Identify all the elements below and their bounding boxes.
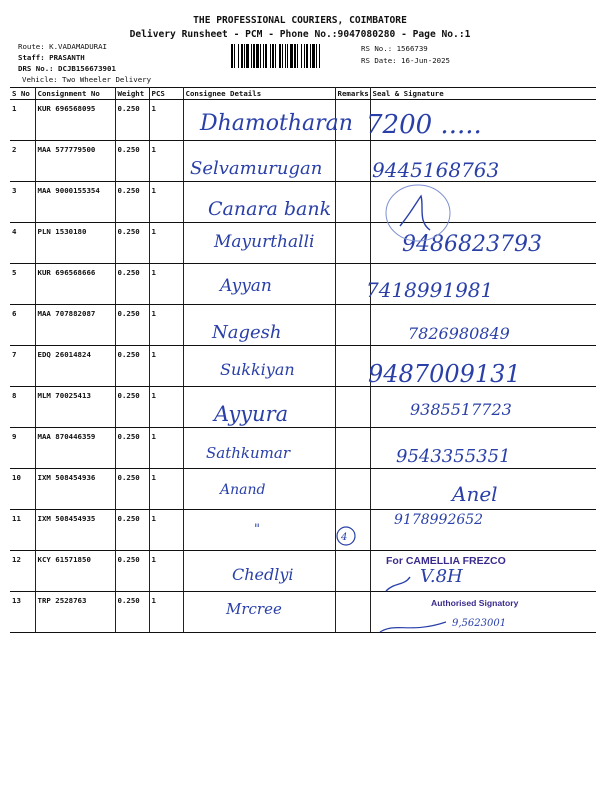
signature-cell bbox=[370, 182, 596, 223]
pcs-cell: 1 bbox=[149, 469, 183, 510]
remarks-cell bbox=[335, 264, 370, 305]
weight-cell: 0.250 bbox=[115, 428, 149, 469]
barcode-bar bbox=[272, 44, 274, 68]
stamp-company: For CAMELLIA FREZCO bbox=[386, 555, 506, 567]
svg-text:4: 4 bbox=[341, 532, 348, 543]
barcode-bar bbox=[290, 44, 293, 68]
consignee-cell bbox=[183, 100, 335, 141]
table-row bbox=[10, 346, 596, 387]
table-row bbox=[10, 100, 596, 141]
consignee-name: Anand bbox=[220, 482, 266, 498]
table-row bbox=[10, 141, 596, 182]
remarks-cell bbox=[335, 592, 370, 633]
consignment-no-cell: MAA 577779500 bbox=[35, 141, 115, 182]
consignee-name: Ayyan bbox=[220, 276, 272, 296]
remarks-cell bbox=[335, 387, 370, 428]
consignee-cell bbox=[183, 346, 335, 387]
column-header: Weight bbox=[115, 88, 149, 100]
pcs-cell: 1 bbox=[149, 387, 183, 428]
barcode-bar bbox=[310, 44, 311, 68]
column-header: Consignment No bbox=[35, 88, 115, 100]
barcode-bar bbox=[304, 44, 305, 68]
barcode-bar bbox=[297, 44, 298, 68]
signature-text: 7200 ..... bbox=[366, 110, 482, 140]
rs-number: RS No.: 1566739 bbox=[361, 44, 428, 53]
consignee-cell bbox=[183, 592, 335, 633]
signature-text: 9385517723 bbox=[410, 400, 512, 419]
consignment-no-cell: MAA 870446359 bbox=[35, 428, 115, 469]
column-header: Consignee Details bbox=[183, 88, 335, 100]
rs-date: RS Date: 16-Jun-2025 bbox=[361, 56, 450, 65]
pcs-cell: 1 bbox=[149, 592, 183, 633]
barcode-bar bbox=[270, 44, 271, 68]
weight-cell: 0.250 bbox=[115, 387, 149, 428]
barcode-bar bbox=[256, 44, 259, 68]
remarks-cell bbox=[335, 346, 370, 387]
consignment-no-cell: PLN 1530180 bbox=[35, 223, 115, 264]
stamp-signatory: Authorised Signatory bbox=[431, 598, 519, 608]
weight-cell: 0.250 bbox=[115, 223, 149, 264]
pcs-cell: 1 bbox=[149, 264, 183, 305]
pcs-cell: 1 bbox=[149, 551, 183, 592]
column-header: Seal & Signature bbox=[370, 88, 596, 100]
barcode-bar bbox=[306, 44, 308, 68]
remarks-cell bbox=[335, 223, 370, 264]
barcode-bar bbox=[282, 44, 283, 68]
column-header: Remarks bbox=[335, 88, 370, 100]
consignee-cell bbox=[183, 223, 335, 264]
table-row bbox=[10, 305, 596, 346]
barcode-bar bbox=[246, 44, 249, 68]
signature-cell bbox=[370, 223, 596, 264]
consignee-cell bbox=[183, 305, 335, 346]
sno-cell: 6 bbox=[10, 305, 35, 346]
signature-cell bbox=[370, 100, 596, 141]
barcode-bar bbox=[251, 44, 252, 68]
pcs-cell: 1 bbox=[149, 141, 183, 182]
consignment-no-cell: MAA 9000155354 bbox=[35, 182, 115, 223]
consignee-name: Ayyura bbox=[214, 402, 289, 426]
remarks-cell bbox=[335, 141, 370, 182]
sno-cell: 1 bbox=[10, 100, 35, 141]
consignment-no-cell: MAA 707882087 bbox=[35, 305, 115, 346]
signature-cell bbox=[370, 469, 596, 510]
route-label: Route: K.VADAMADURAI bbox=[18, 42, 107, 51]
barcode-bar bbox=[287, 44, 288, 68]
consignee-cell bbox=[183, 141, 335, 182]
signature-text: 9486823793 bbox=[402, 232, 542, 257]
weight-cell: 0.250 bbox=[115, 469, 149, 510]
barcode-bar bbox=[238, 44, 239, 68]
signature-text: 9445168763 bbox=[372, 158, 500, 182]
consignment-no-cell: KUR 696568666 bbox=[35, 264, 115, 305]
signature-text: V.8H bbox=[420, 566, 463, 587]
weight-cell: 0.250 bbox=[115, 305, 149, 346]
barcode-bar bbox=[234, 44, 235, 68]
sno-cell: 2 bbox=[10, 141, 35, 182]
table-header-row bbox=[10, 88, 596, 100]
consignee-name: Mrcree bbox=[226, 600, 282, 618]
consignment-no-cell: EDQ 26014824 bbox=[35, 346, 115, 387]
sno-cell: 8 bbox=[10, 387, 35, 428]
consignment-no-cell: TRP 2528763 bbox=[35, 592, 115, 633]
sno-cell: 4 bbox=[10, 223, 35, 264]
pcs-cell: 1 bbox=[149, 428, 183, 469]
signature-cell bbox=[370, 510, 596, 551]
barcode-bar bbox=[294, 44, 296, 68]
signature-cell bbox=[370, 305, 596, 346]
remarks-cell bbox=[335, 428, 370, 469]
remarks-cell bbox=[335, 182, 370, 223]
consignee-name: " bbox=[254, 522, 260, 537]
signature-text: 9487009131 bbox=[368, 360, 521, 388]
remarks-cell bbox=[335, 100, 370, 141]
table-row bbox=[10, 428, 596, 469]
sno-cell: 3 bbox=[10, 182, 35, 223]
pcs-cell: 1 bbox=[149, 305, 183, 346]
weight-cell: 0.250 bbox=[115, 182, 149, 223]
consignee-name: Nagesh bbox=[212, 322, 282, 343]
table-row bbox=[10, 551, 596, 592]
signature-text: 9178992652 bbox=[394, 512, 484, 528]
staff-label: Staff: PRASANTH bbox=[18, 53, 85, 62]
runsheet-subtitle: Delivery Runsheet - PCM - Phone No.:9047080280 - Page No.:1 bbox=[129, 29, 471, 40]
weight-cell: 0.250 bbox=[115, 141, 149, 182]
table-row bbox=[10, 182, 596, 223]
signature-text: 9543355351 bbox=[396, 446, 511, 467]
runsheet-title: THE PROFESSIONAL COURIERS, COIMBATORE bbox=[193, 15, 407, 26]
weight-cell: 0.250 bbox=[115, 346, 149, 387]
table-row bbox=[10, 387, 596, 428]
signature-text: 7418991981 bbox=[366, 278, 494, 302]
pcs-cell: 1 bbox=[149, 510, 183, 551]
pcs-cell: 1 bbox=[149, 100, 183, 141]
table-row bbox=[10, 264, 596, 305]
barcode-bar bbox=[260, 44, 261, 68]
signature-text: 9,5623001 bbox=[452, 618, 507, 629]
pcs-cell: 1 bbox=[149, 182, 183, 223]
sno-cell: 13 bbox=[10, 592, 35, 633]
consignee-name: Dhamotharan bbox=[200, 111, 353, 136]
weight-cell: 0.250 bbox=[115, 551, 149, 592]
column-header: S No bbox=[10, 88, 35, 100]
consignment-no-cell: IXM 508454935 bbox=[35, 510, 115, 551]
barcode-bar bbox=[263, 44, 264, 68]
barcode-bar bbox=[285, 44, 286, 68]
consignee-cell bbox=[183, 551, 335, 592]
consignee-name: Sathkumar bbox=[206, 444, 290, 462]
barcode-bar bbox=[253, 44, 255, 68]
remarks-cell bbox=[335, 510, 370, 551]
barcode-bar bbox=[279, 44, 281, 68]
barcode-bar bbox=[244, 44, 245, 68]
signature-cell bbox=[370, 346, 596, 387]
consignee-cell bbox=[183, 428, 335, 469]
signature-cell bbox=[370, 387, 596, 428]
barcode-bar bbox=[319, 44, 320, 68]
table-row bbox=[10, 510, 596, 551]
consignment-no-cell: KCY 61571850 bbox=[35, 551, 115, 592]
barcode-bar bbox=[231, 44, 233, 68]
remarks-cell bbox=[335, 305, 370, 346]
consignee-name: Selvamurugan bbox=[190, 158, 323, 179]
consignment-no-cell: MLM 70025413 bbox=[35, 387, 115, 428]
sno-cell: 7 bbox=[10, 346, 35, 387]
pcs-cell: 1 bbox=[149, 346, 183, 387]
consignee-cell bbox=[183, 469, 335, 510]
pcs-cell: 1 bbox=[149, 223, 183, 264]
consignee-name: Chedlyi bbox=[232, 565, 294, 584]
sno-cell: 9 bbox=[10, 428, 35, 469]
barcode-bar bbox=[301, 44, 302, 68]
remarks-cell bbox=[335, 551, 370, 592]
table-row bbox=[10, 223, 596, 264]
column-header: PCS bbox=[149, 88, 183, 100]
barcode-bar bbox=[265, 44, 267, 68]
consignee-name: Canara bank bbox=[208, 198, 332, 220]
consignment-no-cell: KUR 696568095 bbox=[35, 100, 115, 141]
barcode-bar bbox=[241, 44, 243, 68]
table-row bbox=[10, 469, 596, 510]
signature-text: 7826980849 bbox=[408, 324, 510, 343]
weight-cell: 0.250 bbox=[115, 592, 149, 633]
consignee-cell bbox=[183, 387, 335, 428]
consignee-cell bbox=[183, 182, 335, 223]
signature-cell bbox=[370, 428, 596, 469]
consignee-cell bbox=[183, 510, 335, 551]
sno-cell: 12 bbox=[10, 551, 35, 592]
barcode-bar bbox=[275, 44, 276, 68]
remarks-cell bbox=[335, 469, 370, 510]
drs-number: DRS No.: DCJB156673901 bbox=[18, 64, 116, 73]
barcode-bar bbox=[312, 44, 315, 68]
weight-cell: 0.250 bbox=[115, 100, 149, 141]
signature-text: Anel bbox=[452, 482, 498, 506]
sno-cell: 10 bbox=[10, 469, 35, 510]
weight-cell: 0.250 bbox=[115, 510, 149, 551]
runsheet-table bbox=[10, 87, 596, 633]
signature-cell bbox=[370, 141, 596, 182]
consignee-name: Sukkiyan bbox=[220, 360, 295, 379]
weight-cell: 0.250 bbox=[115, 264, 149, 305]
vehicle-label: Vehicle: Two Wheeler Delivery bbox=[22, 75, 152, 84]
consignment-no-cell: IXM 508454936 bbox=[35, 469, 115, 510]
consignee-name: Mayurthalli bbox=[214, 232, 315, 252]
consignee-cell bbox=[183, 264, 335, 305]
barcode-bar bbox=[316, 44, 317, 68]
barcode bbox=[231, 44, 355, 68]
sno-cell: 11 bbox=[10, 510, 35, 551]
signature-cell bbox=[370, 264, 596, 305]
sno-cell: 5 bbox=[10, 264, 35, 305]
